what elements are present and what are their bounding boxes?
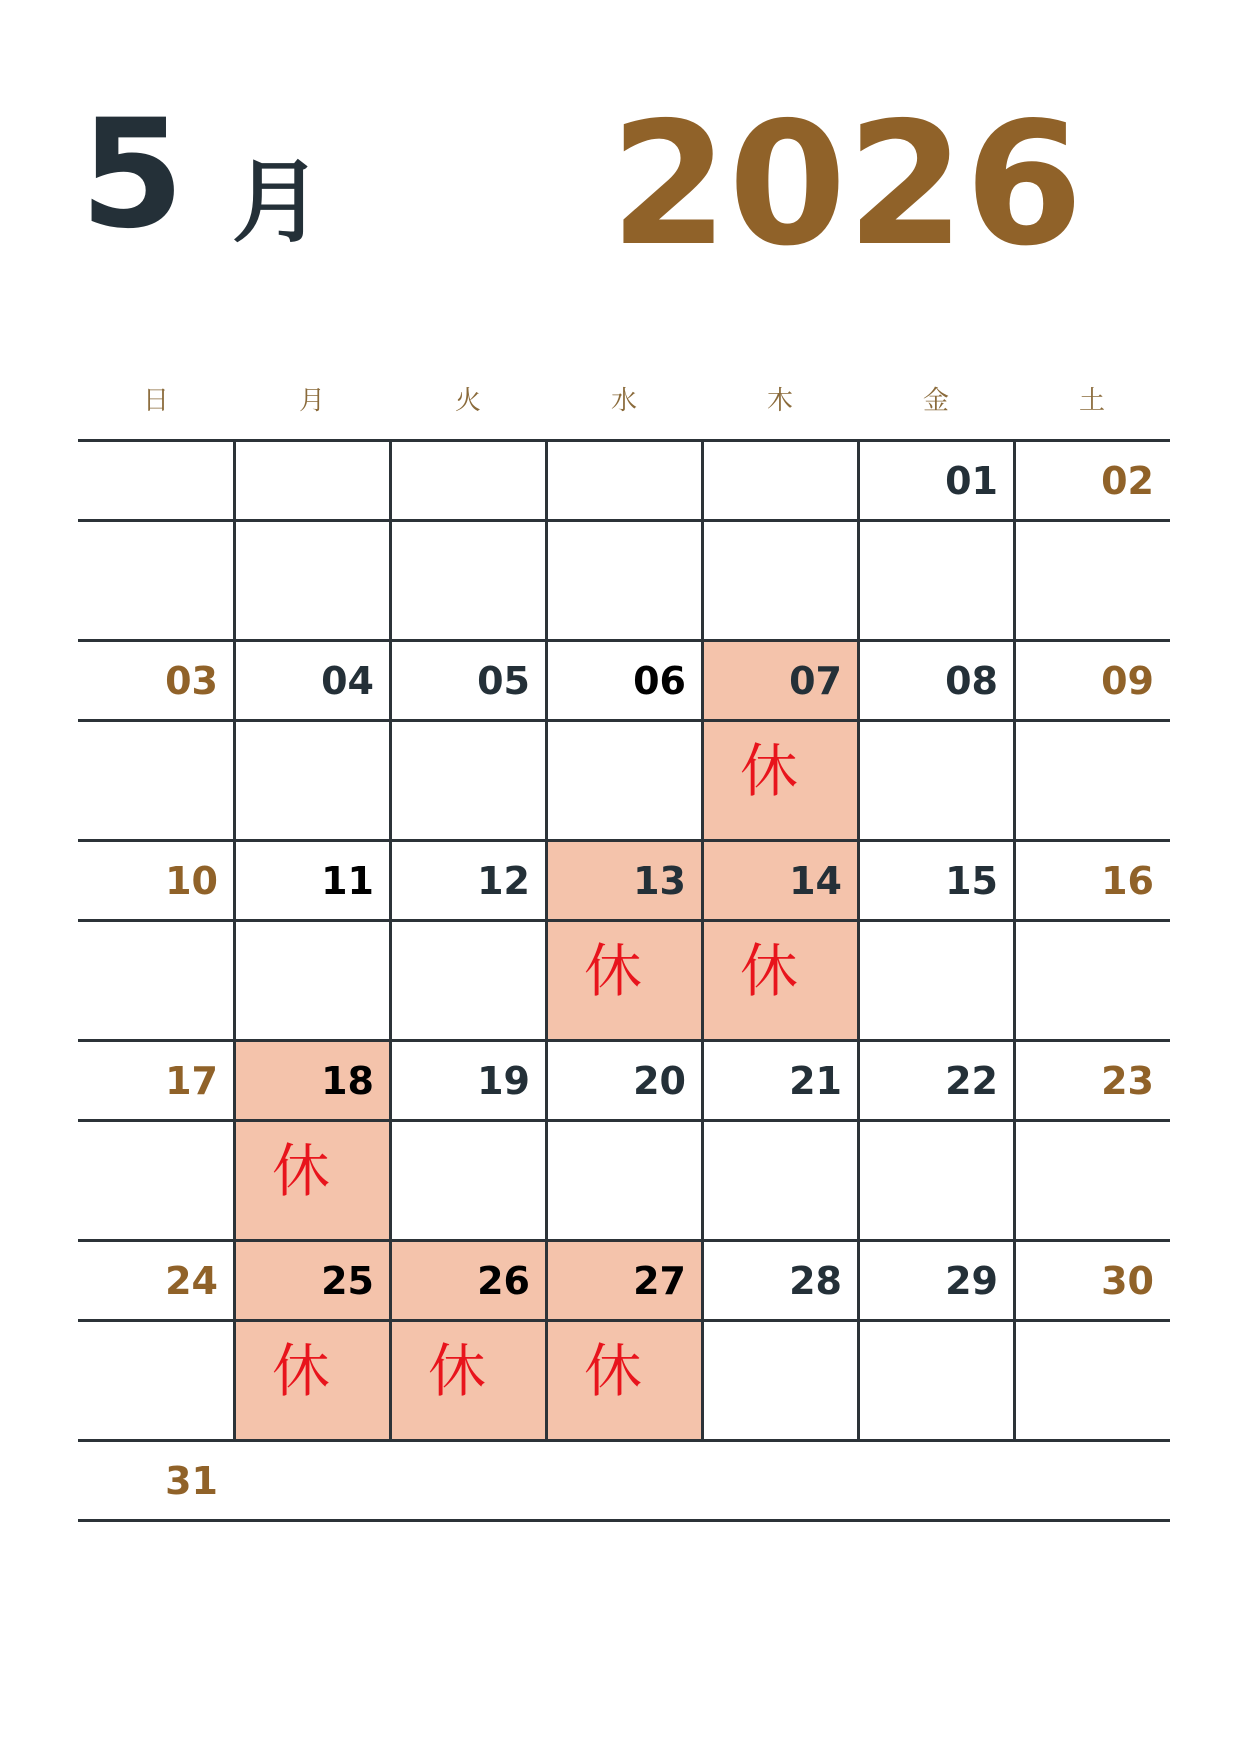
holiday-mark: 休: [584, 937, 643, 1005]
holiday-mark: 休: [740, 737, 799, 805]
day-number: 01: [945, 459, 998, 503]
day-number: 29: [945, 1259, 998, 1303]
day-number: 14: [789, 859, 842, 903]
year-label: 2026: [610, 86, 1084, 284]
day-number: 18: [321, 1059, 374, 1103]
day-number: 17: [165, 1059, 218, 1103]
holiday-mark: 休: [272, 1137, 331, 1205]
day-number: 12: [477, 859, 530, 903]
day-divider-line: [78, 519, 1170, 522]
day-number: 19: [477, 1059, 530, 1103]
weekday-wed: 水: [610, 386, 637, 416]
weekday-tue: 火: [454, 386, 481, 416]
month-number: 5: [80, 88, 185, 262]
weekday-sun: 日: [142, 386, 169, 416]
day-number: 09: [1101, 659, 1154, 703]
day-number: 05: [477, 659, 530, 703]
day-number: 26: [477, 1259, 530, 1303]
holiday-mark: 休: [272, 1337, 331, 1405]
day-number: 23: [1101, 1059, 1154, 1103]
holiday-mark: 休: [740, 937, 799, 1005]
day-number: 20: [633, 1059, 686, 1103]
day-number: 27: [633, 1259, 686, 1303]
day-number: 15: [945, 859, 998, 903]
weekday-sat: 土: [1078, 386, 1105, 416]
holiday-mark: 休: [428, 1337, 487, 1405]
day-number: 03: [165, 659, 218, 703]
day-divider-line: [78, 919, 1170, 922]
day-number: 30: [1101, 1259, 1154, 1303]
day-number: 31: [165, 1459, 218, 1503]
day-divider-line: [78, 1119, 1170, 1122]
week-top-line: [78, 439, 1170, 442]
day-number: 22: [945, 1059, 998, 1103]
week-top-line: [78, 1439, 1170, 1442]
column-divider-line: [701, 440, 704, 640]
day-number: 24: [165, 1259, 218, 1303]
day-number: 04: [321, 659, 374, 703]
week-top-line: [78, 1239, 1170, 1242]
day-number: 08: [945, 659, 998, 703]
day-number: 13: [633, 859, 686, 903]
day-number: 02: [1101, 459, 1154, 503]
holiday-mark: 休: [584, 1337, 643, 1405]
month-label: 月: [232, 150, 322, 255]
weekday-thu: 木: [766, 386, 793, 416]
day-divider-line: [78, 1319, 1170, 1322]
day-number: 10: [165, 859, 218, 903]
day-number: 25: [321, 1259, 374, 1303]
column-divider-line: [389, 440, 392, 640]
day-number: 21: [789, 1059, 842, 1103]
weekday-mon: 月: [298, 386, 325, 416]
week-top-line: [78, 1039, 1170, 1042]
day-number: 06: [633, 659, 686, 703]
weekday-fri: 金: [922, 386, 949, 416]
week-top-line: [78, 639, 1170, 642]
column-divider-line: [545, 440, 548, 640]
day-number: 07: [789, 659, 842, 703]
week-top-line: [78, 839, 1170, 842]
column-divider-line: [233, 440, 236, 640]
week-bottom-line: [78, 1519, 1170, 1522]
day-number: 11: [321, 859, 374, 903]
day-divider-line: [78, 719, 1170, 722]
day-number: 28: [789, 1259, 842, 1303]
day-number: 16: [1101, 859, 1154, 903]
